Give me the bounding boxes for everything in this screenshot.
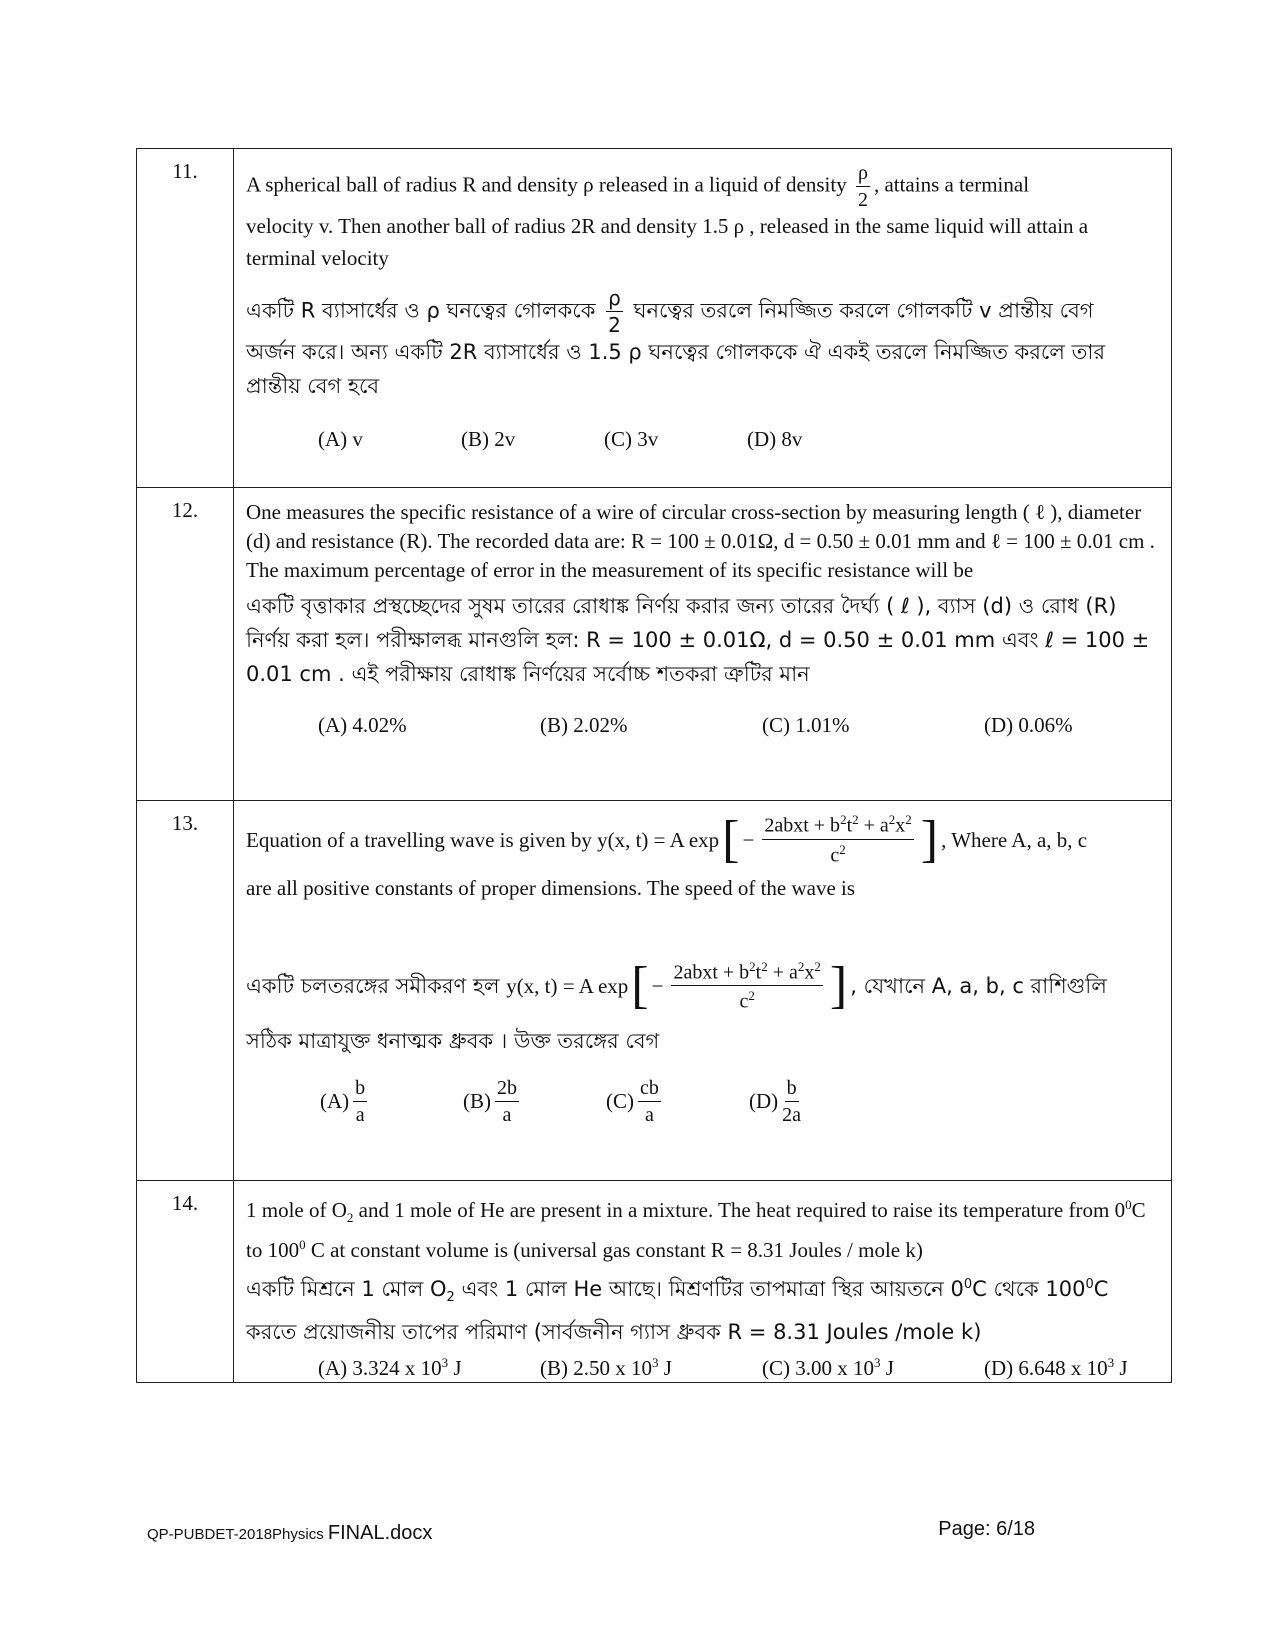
question-text-bn-cont: অর্জন করে। অন্য একটি 2R ব্যাসার্ধের ও 1.5 ρ ঘনত্বের গোলককে ঐ একই তরলে নিমজ্জিত করলে তার প্রান্তীয় বেগ হবে xyxy=(246,340,1106,398)
question-text-bn: একটি চলতরঙ্গের সমীকরণ হল y(x, t) = A exp [ − $\frac{2abxt + b^2t^2 + a^2x^2}{c^2}$ ] , যেখানে A, a, b, c রাশিগুলি xyxy=(246,956,1107,1014)
question-text-en-cont: velocity v. Then another ball of radius 2R and density 1.5 ρ , released in the same liquid will attain a terminal velocity xyxy=(246,214,1089,270)
question-number: 13. xyxy=(137,801,234,1180)
option-c: (C) 3v xyxy=(604,427,659,451)
option-c: (C) 3.00 x $10^3$ J xyxy=(762,1354,894,1380)
fraction: $\frac{2abxt + b^2t^2 + a^2x^2}{c^2}$ xyxy=(764,812,912,867)
options xyxy=(246,427,1159,452)
options xyxy=(246,713,1159,738)
fraction: $\frac{cb}{a}$ xyxy=(640,1077,659,1127)
option-b: (B) $\frac{2b}{a}$ xyxy=(463,1077,517,1127)
fraction: $\frac{b}{a}$ xyxy=(355,1077,366,1127)
option-c: (C) 1.01% xyxy=(762,712,850,737)
footer-filename: QP-PUBDET-2018Physics FINAL.docx xyxy=(147,1522,433,1544)
question-text-en: Equation of a travelling wave is given by y(x, t) = A exp [ − $\frac{2abxt + b^2t^2 + a^2x^2}{c^2}$ ] , Where A, a, b, c xyxy=(246,810,1088,868)
question-text-bn: একটি বৃত্তাকার প্রস্থচ্ছেদের সুষম তারের রোধাঙ্ক নির্ণয় করার জন্য তারের দৈর্ঘ্য ( ℓ ), ব্যাস (d) ও রোধ (R) নির্ণয় করা হল। পরীক্ষালব্ধ মানগুলি হল: R = 100 ± 0.01Ω, d = 0.50 ± 0.01 mm এবং ℓ = 100 ± 0.01 cm . এই পরীক্ষায় রোধাঙ্ক নির্ণয়ের সর্বোচ্চ শতকরা ত্রুটির মান xyxy=(246,593,1150,686)
option-a: (A) 3.324 x $10^3$ J xyxy=(318,1354,462,1380)
question-body xyxy=(234,1180,1172,1382)
footer-page-number: Page: 6/18 xyxy=(938,1518,1035,1540)
option-b: (B) 2.50 x $10^3$ J xyxy=(540,1354,672,1380)
option-a: (A) $\frac{b}{a}$ xyxy=(320,1077,366,1127)
question-row xyxy=(137,487,1172,801)
question-number: 12. xyxy=(137,487,234,801)
question-body xyxy=(234,801,1172,1180)
option-d: (D) $\frac{b}{2a}$ xyxy=(749,1077,802,1127)
fraction: $\frac{\rho}{2}$ xyxy=(608,286,621,337)
question-body xyxy=(234,149,1172,488)
question-row xyxy=(137,801,1172,1180)
question-text-en-cont: are all positive constants of proper dimensions. The speed of the wave is xyxy=(246,875,856,900)
question-body xyxy=(234,487,1172,801)
option-d: (D) 6.648 x $10^3$ J xyxy=(984,1354,1128,1380)
wave-equation: y(x, t) = A exp [ − $\frac{2abxt + b^2t^2 + a^2x^2}{c^2}$ ] xyxy=(597,810,939,868)
fraction: $\frac{2b}{a}$ xyxy=(497,1077,517,1127)
question-number: 11. xyxy=(137,149,234,488)
question-table xyxy=(136,148,1172,1383)
option-c: (C) $\frac{cb}{a}$ xyxy=(606,1077,659,1127)
fraction: $\frac{\rho}{2}$ xyxy=(857,162,868,211)
option-a: (A) 4.02% xyxy=(318,712,407,737)
question-text-bn: একটি মিশ্রনে 1 মোল $O_2$ এবং 1 মোল He আছে। মিশ্রণটির তাপমাত্রা স্থির আয়তনে $0^0C$ থেকে $100^0C$ করতে প্রয়োজনীয় তাপের পরিমাণ (সার্বজনীন গ্যাস ধ্রুবক R = 8.31 Joules /mole k) xyxy=(246,1276,1109,1344)
option-b: (B) 2.02% xyxy=(540,712,628,737)
option-a: (A) v xyxy=(318,427,363,451)
options xyxy=(246,1078,1159,1125)
question-text-bn: একটি R ব্যাসার্ধের ও ρ ঘনত্বের গোলককে $\frac{\rho}{2}$ ঘনত্বের তরলে নিমজ্জিত করলে গোলকটি v প্রান্তীয় বেগ xyxy=(246,286,1094,337)
question-text-en: 1 mole of $O_2$ and 1 mole of He are present in a mixture. The heat required to raise its temperature from $0^0C$ to $100^0$ C at constant volume is (universal gas constant R = 8.31 Joules / mole k) xyxy=(246,1196,1146,1262)
option-d: (D) 8v xyxy=(747,427,803,451)
question-number: 14. xyxy=(137,1180,234,1382)
option-b: (B) 2v xyxy=(461,427,516,451)
question-text-bn-cont: সঠিক মাত্রাযুক্ত ধনাত্মক ধ্রুবক । উক্ত তরঙ্গের বেগ xyxy=(246,1029,660,1054)
question-row xyxy=(137,149,1172,488)
fraction: $\frac{2abxt + b^2t^2 + a^2x^2}{c^2}$ xyxy=(673,958,821,1014)
fraction: $\frac{b}{2a}$ xyxy=(782,1077,802,1127)
question-text-en: One measures the specific resistance of a wire of circular cross-section by measuring length ( ℓ ), diameter (d) and resistance (R). The recorded data are: R = 100 ± 0.01Ω, d = 0.50 ± 0.01 mm and ℓ = 100 ± 0.01 cm . The maximum percentage of error in the measurement of its specific resistance will be xyxy=(246,499,1155,582)
question-row xyxy=(137,1180,1172,1382)
options xyxy=(246,1355,1159,1381)
question-text-en: A spherical ball of radius R and density ρ released in a liquid of density $\frac{\rho}{2}$ , attains a terminal xyxy=(246,162,1030,211)
option-d: (D) 0.06% xyxy=(984,712,1073,737)
wave-equation: y(x, t) = A exp [ − $\frac{2abxt + b^2t^2 + a^2x^2}{c^2}$ ] xyxy=(506,956,848,1014)
